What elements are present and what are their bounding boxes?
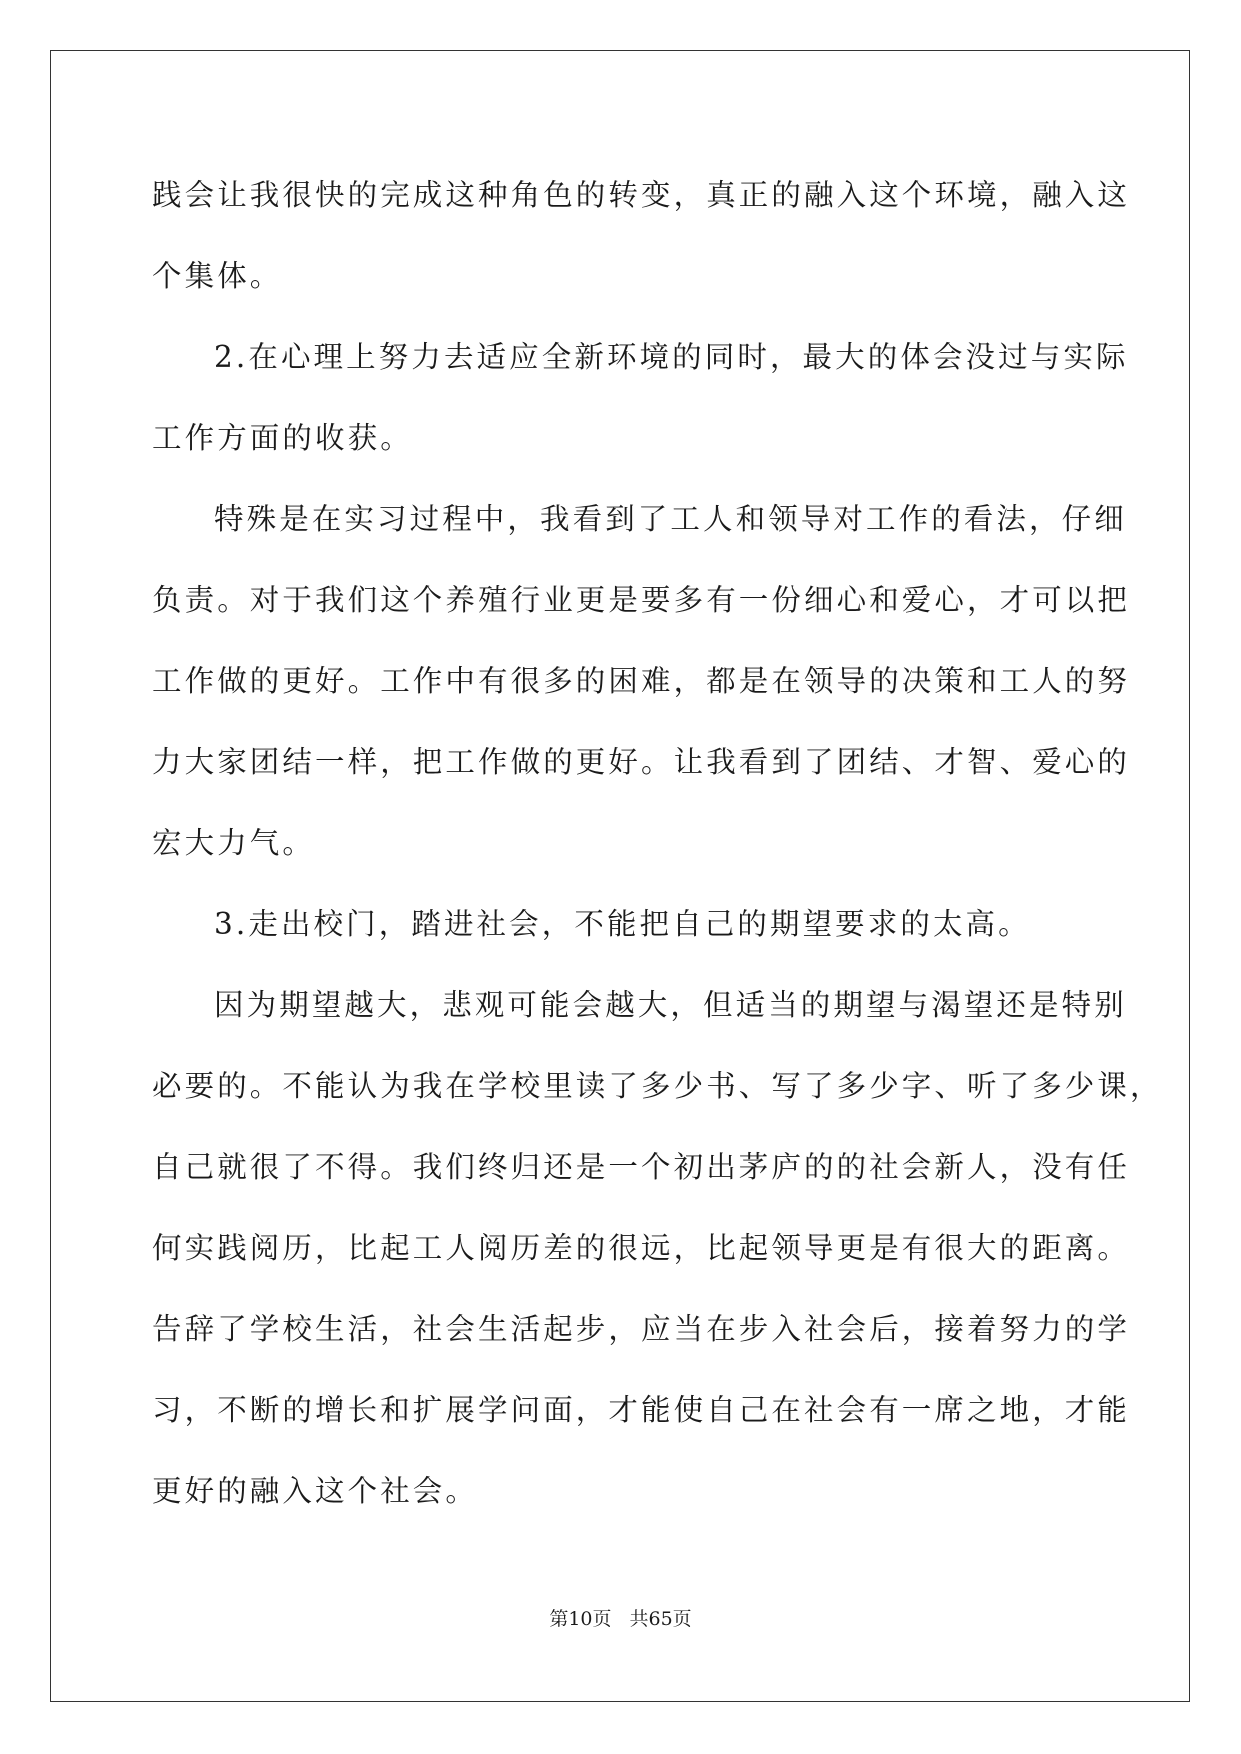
text-line: 力大家团结一样，把工作做的更好。让我看到了团结、才智、爱心的 xyxy=(152,745,1131,779)
text-line: 工作方面的收获。 xyxy=(152,421,413,455)
text-line: 更好的融入这个社会。 xyxy=(152,1474,479,1508)
text-line: 告辞了学校生活，社会生活起步，应当在步入社会后，接着努力的学 xyxy=(152,1312,1131,1346)
text-line: 因为期望越大，悲观可能会越大，但适当的期望与渴望还是特别 xyxy=(214,988,1127,1022)
text-line: 何实践阅历，比起工人阅历差的很远，比起领导更是有很大的距离。 xyxy=(152,1231,1131,1265)
document-body xyxy=(152,155,1163,1532)
text-line: 工作做的更好。工作中有很多的困难，都是在领导的决策和工人的努 xyxy=(152,664,1131,698)
text-line: 3.走出校门，踏进社会，不能把自己的期望要求的太高。 xyxy=(214,907,1031,941)
current-page-number: 第10页 xyxy=(549,1608,612,1630)
text-line: 必要的。不能认为我在学校里读了多少书、写了多少字、听了多少课， xyxy=(152,1069,1163,1103)
page-footer xyxy=(0,1607,1241,1631)
text-line: 2.在心理上努力去适应全新环境的同时，最大的体会没过与实际 xyxy=(214,340,1129,374)
text-line: 践会让我很快的完成这种角色的转变，真正的融入这个环境，融入这 xyxy=(152,178,1131,212)
text-line: 宏大力气。 xyxy=(152,826,316,860)
total-page-count: 共65页 xyxy=(629,1608,692,1630)
text-line: 个集体。 xyxy=(152,259,283,293)
text-line: 自己就很了不得。我们终归还是一个初出茅庐的的社会新人，没有任 xyxy=(152,1150,1131,1184)
text-line: 负责。对于我们这个养殖行业更是要多有一份细心和爱心，才可以把 xyxy=(152,583,1131,617)
text-line: 习，不断的增长和扩展学问面，才能使自己在社会有一席之地，才能 xyxy=(152,1393,1131,1427)
text-line: 特殊是在实习过程中，我看到了工人和领导对工作的看法，仔细 xyxy=(214,502,1127,536)
